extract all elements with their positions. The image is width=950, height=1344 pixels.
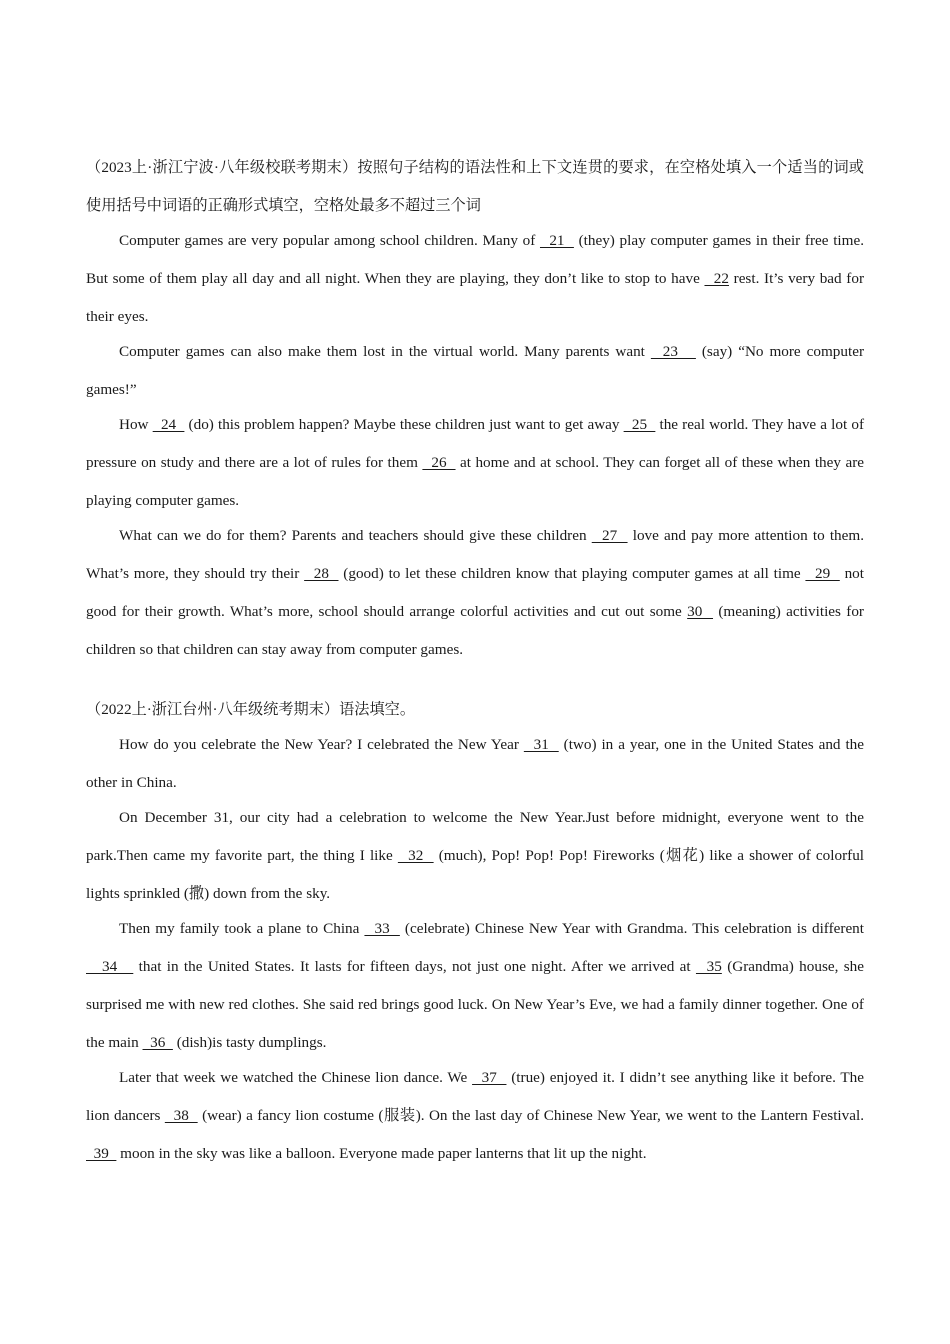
answer-blank: 27: [591, 527, 628, 544]
passage-paragraph: [86, 333, 864, 409]
passage-text: Later that week we watched the Chinese lion dance. We: [119, 1069, 473, 1086]
passage-paragraph: [86, 406, 864, 520]
answer-blank: 25: [623, 416, 656, 433]
passage-paragraph: [86, 1059, 864, 1173]
passage-paragraph: [86, 799, 864, 913]
answer-blank: 21: [539, 232, 574, 249]
passage-text: (they) play computer games in their free time. But some of them play all day and all night. When they are playing, they don’t like to stop to have: [86, 232, 864, 287]
passage-text: (good) to let these children know that playing computer games at all time: [338, 565, 806, 582]
passage-text: On December 31, our city had a celebration to welcome the New Year.Just before midnight, everyone went to the park.Then came my favorite part, the thing I like: [86, 809, 864, 864]
answer-blank: 35: [695, 958, 722, 975]
passage-text: that in the United States. It lasts for fifteen days, not just one night. After we arrived at: [133, 958, 696, 975]
answer-blank: 32: [397, 847, 434, 864]
passage-text: love and pay more attention to them. What’s more, they should try their: [86, 527, 864, 582]
passage-paragraph: [86, 726, 864, 802]
exercise-instructions: （2023上·浙江宁波·八年级校联考期末）按照句子结构的语法性和上下文连贯的要求，在空格处填入一个适当的词或使用括号中词语的正确形式填空，空格处最多不超过三个词: [86, 159, 864, 214]
passage-paragraph: [86, 910, 864, 1062]
passage-text: How do you celebrate the New Year? I celebrated the New Year: [119, 736, 524, 753]
answer-blank: 37: [472, 1069, 507, 1086]
passage-text: (true) enjoyed it. I didn’t see anything like it before. The lion dancers: [86, 1069, 865, 1124]
passage-paragraph: [86, 517, 864, 669]
passage-text: moon in the sky was like a balloon. Everyone made paper lanterns that lit up the night.: [116, 1145, 647, 1162]
answer-blank: 33: [364, 920, 400, 937]
answer-blank: 34: [86, 958, 134, 975]
answer-blank: 29: [805, 565, 840, 582]
passage-text: the real world. They have a lot of pressure on study and there are a lot of rules for them: [86, 416, 865, 471]
passage-text: (meaning) activities for children so that children can stay away from computer games.: [86, 603, 864, 658]
passage-paragraph: [86, 222, 864, 336]
answer-blank: 28: [304, 565, 339, 582]
answer-blank: 30: [687, 603, 714, 620]
passage-text: What can we do for them? Parents and teachers should give these children: [119, 527, 592, 544]
answer-blank: 31: [523, 736, 559, 753]
document-page: [86, 149, 864, 1173]
passage-text: (wear) a fancy lion costume (服装). On the last day of Chinese New Year, we went to the Lantern Festival.: [197, 1107, 864, 1124]
passage-text: (two) in a year, one in the United States and the other in China.: [86, 736, 865, 791]
answer-blank: 22: [704, 270, 729, 287]
answer-blank: 24: [152, 416, 185, 433]
passage-text: Computer games can also make them lost in the virtual world. Many parents want: [119, 343, 651, 360]
passage-text: at home and at school. They can forget all of these when they are playing computer games.: [86, 454, 864, 509]
passage-text: Then my family took a plane to China: [119, 920, 365, 937]
passage-text: How: [119, 416, 153, 433]
answer-blank: 23: [650, 343, 696, 360]
passage-text: (Grandma) house, she surprised me with new red clothes. She said red brings good luck. On New Year’s Eve, we had a family dinner together. One of the main: [86, 958, 864, 1051]
passage-text: (much), Pop! Pop! Pop! Fireworks (烟花) like a shower of colorful lights sprinkled (撒) down from the sky.: [86, 847, 865, 902]
passage-text: Computer games are very popular among school children. Many of: [119, 232, 540, 249]
passage-text: (dish)is tasty dumplings.: [172, 1034, 327, 1051]
answer-blank: 38: [164, 1107, 198, 1124]
passage-text: (do) this problem happen? Maybe these children just want to get away: [184, 416, 624, 433]
passage-text: (celebrate) Chinese New Year with Grandma. This celebration is different: [399, 920, 864, 937]
exercise-section: [86, 149, 864, 669]
answer-blank: 36: [142, 1034, 173, 1051]
answer-blank: 39: [86, 1145, 117, 1162]
exercise-section: [86, 691, 864, 1173]
answer-blank: 26: [422, 454, 456, 471]
exercise-instructions: （2022上·浙江台州·八年级统考期末）语法填空。: [86, 701, 416, 718]
passage-text: rest. It’s very bad for their eyes.: [86, 270, 865, 325]
passage-text: not good for their growth. What’s more, school should arrange colorful activities and cut out some: [86, 565, 864, 620]
passage-text: (say) “No more computer games!”: [86, 343, 864, 398]
